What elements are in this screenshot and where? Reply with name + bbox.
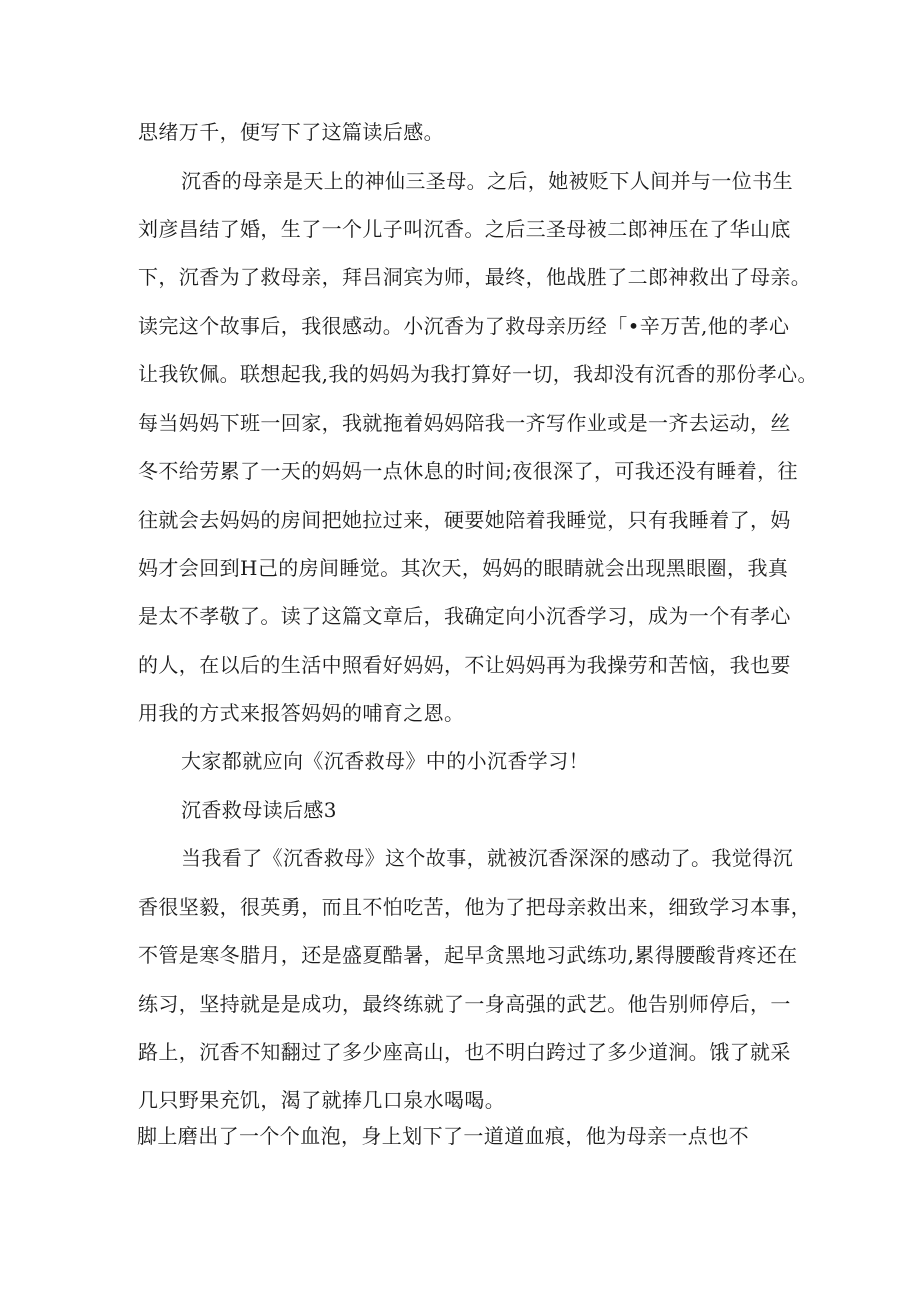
text-line: 几只野果充饥，渴了就捧几口泉水喝喝。 — [138, 1088, 506, 1112]
text-line: 路上，沉香不知翻过了多少座高山，也不明白跨过了多少道涧。饿了就采 — [138, 1040, 791, 1064]
paragraph-start-line: 当我看了《沉香救母》这个故事，就被沉香深深的感动了。我觉得沉 — [181, 846, 793, 870]
text-line: 妈才会回到H己的房间睡觉。其次天，妈妈的眼睛就会出现黑眼圈，我真 — [138, 556, 789, 580]
paragraph-start-line: 沉香的母亲是天上的神仙三圣母。之后，她被贬下人间并与一位书生 — [181, 169, 793, 193]
text-line: 练习，坚持就是是成功，最终练就了一身高强的武艺。他告别师停后，一 — [138, 992, 791, 1016]
text-line: 冬不给劳累了一天的妈妈一点休息的时间;夜很深了，可我还没有睡着，往 — [138, 459, 798, 483]
text-line: 往就会去妈妈的房间把她拉过来，硬要她陪着我睡觉，只有我睡着了，妈 — [138, 508, 791, 532]
text-line: 每当妈妈下班一回家，我就拖着妈妈陪我一齐写作业或是一齐去运动，丝 — [138, 411, 791, 435]
section-heading: 沉香救母读后感3 — [181, 798, 337, 822]
text-line: 是太不孝敬了。读了这篇文章后，我确定向小沉香学习，成为一个有孝心 — [138, 604, 791, 628]
paragraph-start-line: 大家都就应向《沉香救母》中的小沉香学习！ — [181, 749, 589, 773]
text-line: 让我钦佩。联想起我,我的妈妈为我打算好一切，我却没有沉香的那份孝心。 — [138, 362, 818, 386]
text-line: 脚上磨出了一个个血泡，身上划下了一道道血痕，他为母亲一点也不 — [137, 1124, 749, 1148]
text-line: 刘彦昌结了婚，生了一个儿子叫沉香。之后三圣母被二郎神压在了华山底 — [138, 217, 791, 241]
text-line: 香很坚毅，很英勇，而且不怕吃苦，他为了把母亲救出来，细致学习本事， — [138, 895, 812, 919]
text-line: 读完这个故事后，我很感动。小沉香为了救母亲历经「•辛万苦,他的孝心 — [138, 314, 790, 338]
text-line: 用我的方式来报答妈妈的哺育之恩。 — [138, 701, 465, 725]
text-line: 的人，在以后的生活中照看好妈妈，不让妈妈再为我操劳和苦恼，我也要 — [138, 653, 791, 677]
text-line: 思绪万千，便写下了这篇读后感。 — [138, 120, 444, 144]
text-line: 下，沉香为了救母亲，拜吕洞宾为师，最终，他战胜了二郎神救出了母亲。 — [138, 265, 812, 289]
text-line: 不管是寒冬腊月，还是盛夏酷暑，起早贪黑地习武练功,累得腰酸背疼还在 — [138, 943, 798, 967]
